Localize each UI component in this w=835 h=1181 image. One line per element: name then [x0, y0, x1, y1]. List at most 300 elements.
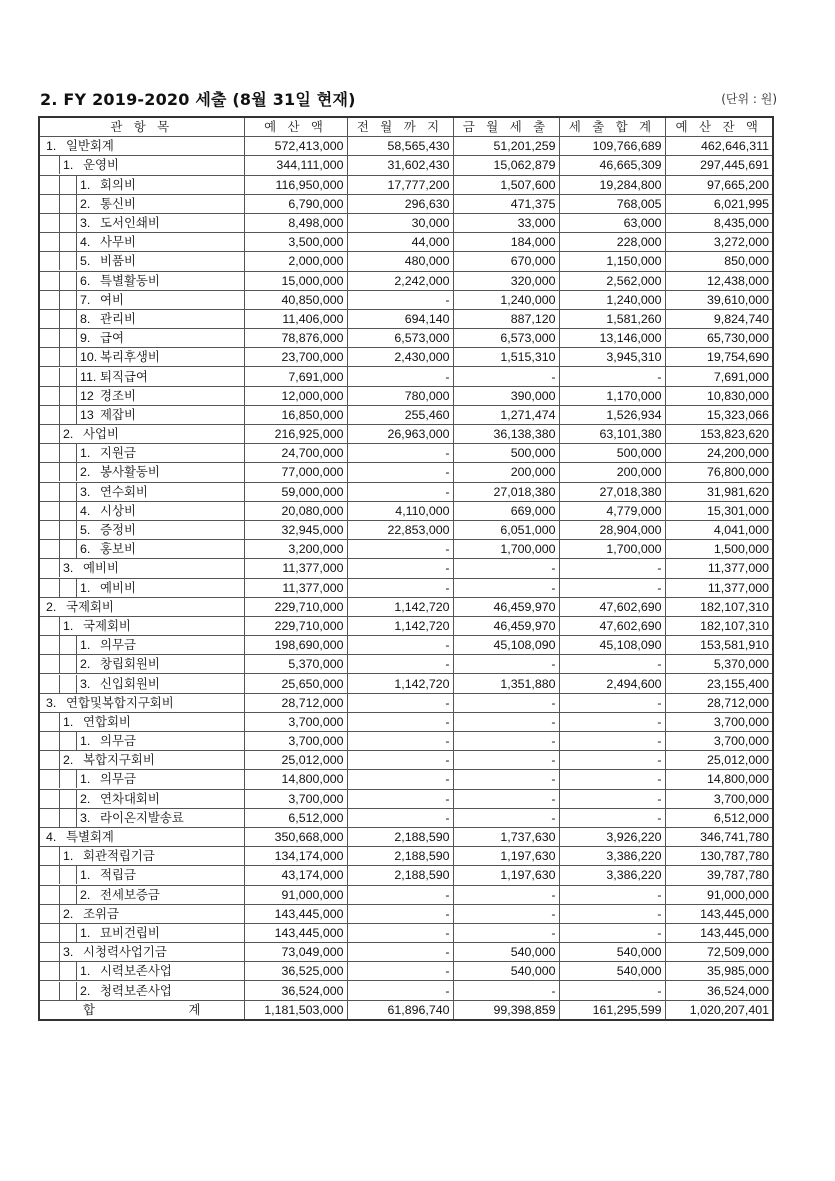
row-number: 1.	[80, 580, 91, 595]
balance-cell: 36,524,000	[665, 981, 773, 1000]
row-number: 3.	[80, 484, 91, 499]
balance-cell: 65,730,000	[665, 329, 773, 348]
table-row	[39, 943, 773, 962]
table-row	[39, 290, 773, 309]
budget-cell: 5,370,000	[244, 655, 347, 674]
row-number: 3.	[80, 810, 91, 825]
table-row	[39, 425, 773, 444]
current-month-cell: 1,197,630	[453, 847, 559, 866]
budget-cell: 3,700,000	[244, 789, 347, 808]
total-expenditure-cell: 500,000	[559, 444, 665, 463]
row-name: 청력보존사업	[100, 983, 172, 998]
table-row	[39, 405, 773, 424]
table-row	[39, 655, 773, 674]
current-month-cell: 1,700,000	[453, 540, 559, 559]
budget-cell: 229,710,000	[244, 616, 347, 635]
previous-month-cell: -	[347, 904, 453, 923]
table-row	[39, 981, 773, 1000]
current-month-cell: 540,000	[453, 962, 559, 981]
total-expenditure-cell: 47,602,690	[559, 616, 665, 635]
budget-cell: 25,650,000	[244, 674, 347, 693]
total-expenditure-cell: 63,101,380	[559, 425, 665, 444]
table-row	[39, 156, 773, 175]
total-expenditure-cell: 1,240,000	[559, 290, 665, 309]
budget-cell: 3,200,000	[244, 540, 347, 559]
budget-cell: 15,000,000	[244, 271, 347, 290]
row-label-cell	[39, 175, 244, 194]
balance-cell: 462,646,311	[665, 137, 773, 156]
balance-cell: 15,301,000	[665, 501, 773, 520]
balance-cell: 7,691,000	[665, 367, 773, 386]
table-row	[39, 367, 773, 386]
budget-cell: 6,512,000	[244, 808, 347, 827]
table-row	[39, 329, 773, 348]
previous-month-cell: -	[347, 962, 453, 981]
table-row	[39, 175, 773, 194]
row-label-cell	[39, 194, 244, 213]
previous-month-cell: -	[347, 751, 453, 770]
row-name: 국제회비	[66, 599, 114, 614]
total-expenditure-cell: -	[559, 367, 665, 386]
total-expenditure-cell: 63,000	[559, 213, 665, 232]
current-month-cell: -	[453, 578, 559, 597]
previous-month-cell: -	[347, 540, 453, 559]
previous-month-cell: 2,188,590	[347, 827, 453, 846]
table-row	[39, 309, 773, 328]
budget-cell: 12,000,000	[244, 386, 347, 405]
row-name: 특별회계	[66, 830, 114, 845]
current-month-cell: 320,000	[453, 271, 559, 290]
row-label-cell	[39, 540, 244, 559]
row-name: 지원금	[100, 446, 136, 461]
previous-month-cell: 31,602,430	[347, 156, 453, 175]
row-name: 신입회원비	[100, 676, 160, 691]
total-expenditure-cell: 768,005	[559, 194, 665, 213]
row-number: 1.	[63, 158, 74, 173]
previous-month-cell: 296,630	[347, 194, 453, 213]
previous-month-cell: -	[347, 578, 453, 597]
current-month-cell: 36,138,380	[453, 425, 559, 444]
total-expenditure-cell: 3,386,220	[559, 847, 665, 866]
row-label-cell	[39, 655, 244, 674]
row-label-cell	[39, 751, 244, 770]
budget-cell: 36,525,000	[244, 962, 347, 981]
row-number: 12	[80, 388, 94, 403]
previous-month-cell: -	[347, 636, 453, 655]
row-number: 5.	[80, 523, 91, 538]
balance-cell: 153,823,620	[665, 425, 773, 444]
budget-cell: 6,790,000	[244, 194, 347, 213]
balance-cell: 8,435,000	[665, 213, 773, 232]
row-label-cell	[39, 693, 244, 712]
row-number: 3.	[80, 676, 91, 691]
row-name: 회의비	[100, 177, 136, 192]
previous-month-cell: 2,242,000	[347, 271, 453, 290]
table-row	[39, 233, 773, 252]
row-label-cell	[39, 885, 244, 904]
budget-cell: 78,876,000	[244, 329, 347, 348]
budget-cell: 3,700,000	[244, 712, 347, 731]
row-label-cell	[39, 348, 244, 367]
current-month-cell: -	[453, 712, 559, 731]
previous-month-cell: -	[347, 732, 453, 751]
row-number: 2.	[80, 196, 91, 211]
row-name: 운영비	[83, 158, 119, 173]
previous-month-cell: -	[347, 943, 453, 962]
balance-cell: 9,824,740	[665, 309, 773, 328]
current-month-cell: 390,000	[453, 386, 559, 405]
total-expenditure-cell: 13,146,000	[559, 329, 665, 348]
row-label-cell	[39, 904, 244, 923]
balance-cell: 346,741,780	[665, 827, 773, 846]
row-name: 비품비	[100, 254, 136, 269]
row-number: 8.	[80, 311, 91, 326]
budget-cell: 3,500,000	[244, 233, 347, 252]
previous-month-cell: -	[347, 885, 453, 904]
row-label-cell	[39, 827, 244, 846]
budget-cell: 36,524,000	[244, 981, 347, 1000]
row-number: 6.	[80, 542, 91, 557]
row-label-cell	[39, 712, 244, 731]
row-label-cell	[39, 943, 244, 962]
total-expenditure-cell: 200,000	[559, 463, 665, 482]
row-name: 경조비	[100, 388, 136, 403]
budget-cell: 20,080,000	[244, 501, 347, 520]
budget-cell: 16,850,000	[244, 405, 347, 424]
row-label-cell	[39, 156, 244, 175]
row-number: 4.	[46, 830, 57, 845]
total-expenditure-cell: 109,766,689	[559, 137, 665, 156]
balance-cell: 297,445,691	[665, 156, 773, 175]
balance-cell: 10,830,000	[665, 386, 773, 405]
total-expenditure-cell: -	[559, 578, 665, 597]
current-month-cell: 6,573,000	[453, 329, 559, 348]
row-label-cell	[39, 808, 244, 827]
balance-cell: 130,787,780	[665, 847, 773, 866]
budget-cell: 77,000,000	[244, 463, 347, 482]
total-expenditure-cell: -	[559, 693, 665, 712]
row-label-cell	[39, 405, 244, 424]
table-row	[39, 751, 773, 770]
balance-cell: 35,985,000	[665, 962, 773, 981]
budget-cell: 572,413,000	[244, 137, 347, 156]
row-label-cell	[39, 923, 244, 942]
row-label-cell	[39, 137, 244, 156]
row-number: 3.	[46, 695, 57, 710]
previous-month-cell: 2,188,590	[347, 866, 453, 885]
row-number: 1.	[63, 618, 74, 633]
total-expenditure-cell: 228,000	[559, 233, 665, 252]
current-month-cell: 33,000	[453, 213, 559, 232]
row-label-cell	[39, 213, 244, 232]
previous-month-cell: -	[347, 444, 453, 463]
row-name: 연수회비	[100, 484, 148, 499]
current-month-cell: 46,459,970	[453, 597, 559, 616]
row-label-cell	[39, 309, 244, 328]
previous-month-cell: 17,777,200	[347, 175, 453, 194]
current-month-cell: -	[453, 904, 559, 923]
row-name: 여비	[100, 292, 124, 307]
header-previous-month: 전 월 까 지	[347, 117, 453, 137]
total-expenditure-cell: 19,284,800	[559, 175, 665, 194]
total-label-cell	[39, 1000, 244, 1020]
row-name: 조위금	[83, 906, 119, 921]
balance-cell: 11,377,000	[665, 559, 773, 578]
current-month-cell: 1,197,630	[453, 866, 559, 885]
current-month-cell: 6,051,000	[453, 520, 559, 539]
current-month-cell: 887,120	[453, 309, 559, 328]
row-label-cell	[39, 329, 244, 348]
balance-cell: 97,665,200	[665, 175, 773, 194]
table-row	[39, 732, 773, 751]
row-name: 전세보증금	[100, 887, 160, 902]
total-expenditure-cell: 161,295,599	[559, 1000, 665, 1020]
table-row	[39, 674, 773, 693]
row-number: 3.	[80, 216, 91, 231]
previous-month-cell: -	[347, 559, 453, 578]
row-label-cell	[39, 636, 244, 655]
table-row	[39, 616, 773, 635]
previous-month-cell: 4,110,000	[347, 501, 453, 520]
previous-month-cell: -	[347, 770, 453, 789]
budget-cell: 143,445,000	[244, 904, 347, 923]
current-month-cell: 27,018,380	[453, 482, 559, 501]
row-name: 시상비	[100, 503, 136, 518]
row-name: 묘비건립비	[100, 925, 160, 940]
row-name: 급여	[100, 331, 124, 346]
total-balance-cell: 1,020,207,401	[665, 1000, 773, 1020]
table-row	[39, 194, 773, 213]
current-month-cell: 1,240,000	[453, 290, 559, 309]
previous-month-cell: 44,000	[347, 233, 453, 252]
table-row	[39, 866, 773, 885]
page-title: 2. FY 2019-2020 세출 (8월 31일 현재)	[40, 90, 356, 109]
previous-month-cell: -	[347, 463, 453, 482]
table-row	[39, 348, 773, 367]
row-number: 1.	[80, 638, 91, 653]
budget-cell: 134,174,000	[244, 847, 347, 866]
previous-month-cell: -	[347, 712, 453, 731]
balance-cell: 143,445,000	[665, 904, 773, 923]
balance-cell: 91,000,000	[665, 885, 773, 904]
current-month-cell: 670,000	[453, 252, 559, 271]
row-label-cell	[39, 233, 244, 252]
row-number: 1.	[80, 964, 91, 979]
table-row	[39, 252, 773, 271]
table-row	[39, 693, 773, 712]
total-expenditure-cell: 45,108,090	[559, 636, 665, 655]
budget-cell: 11,377,000	[244, 578, 347, 597]
row-name: 국제회비	[83, 618, 131, 633]
row-label-cell	[39, 386, 244, 405]
row-name: 시청력사업기금	[83, 945, 167, 960]
total-current-month-cell: 99,398,859	[453, 1000, 559, 1020]
row-number: 1.	[63, 849, 74, 864]
total-previous-month-cell: 61,896,740	[347, 1000, 453, 1020]
current-month-cell: 1,737,630	[453, 827, 559, 846]
table-row	[39, 789, 773, 808]
total-expenditure-cell: -	[559, 655, 665, 674]
total-expenditure-cell: 3,945,310	[559, 348, 665, 367]
row-number: 6.	[80, 273, 91, 288]
current-month-cell: 1,271,474	[453, 405, 559, 424]
previous-month-cell: 480,000	[347, 252, 453, 271]
row-label-cell	[39, 290, 244, 309]
previous-month-cell: -	[347, 693, 453, 712]
previous-month-cell: 26,963,000	[347, 425, 453, 444]
balance-cell: 24,200,000	[665, 444, 773, 463]
previous-month-cell: -	[347, 290, 453, 309]
previous-month-cell: 694,140	[347, 309, 453, 328]
row-name: 의무금	[100, 638, 136, 653]
current-month-cell: 471,375	[453, 194, 559, 213]
balance-cell: 39,787,780	[665, 866, 773, 885]
row-number: 4.	[80, 235, 91, 250]
previous-month-cell: -	[347, 808, 453, 827]
table-row	[39, 597, 773, 616]
total-expenditure-cell: 3,386,220	[559, 866, 665, 885]
total-expenditure-cell: 2,562,000	[559, 271, 665, 290]
table-row	[39, 847, 773, 866]
row-label-cell	[39, 770, 244, 789]
balance-cell: 153,581,910	[665, 636, 773, 655]
row-number: 2.	[46, 599, 57, 614]
total-expenditure-cell: 3,926,220	[559, 827, 665, 846]
total-expenditure-cell: 1,526,934	[559, 405, 665, 424]
balance-cell: 25,012,000	[665, 751, 773, 770]
row-label-cell	[39, 444, 244, 463]
total-expenditure-cell: -	[559, 981, 665, 1000]
table-row	[39, 962, 773, 981]
previous-month-cell: -	[347, 789, 453, 808]
table-row	[39, 386, 773, 405]
table-row	[39, 559, 773, 578]
row-name: 증정비	[100, 523, 136, 538]
table-row	[39, 904, 773, 923]
current-month-cell: -	[453, 923, 559, 942]
budget-cell: 216,925,000	[244, 425, 347, 444]
current-month-cell: 45,108,090	[453, 636, 559, 655]
row-number: 4.	[80, 503, 91, 518]
previous-month-cell: -	[347, 923, 453, 942]
row-label-cell	[39, 732, 244, 751]
row-number: 1.	[80, 734, 91, 749]
balance-cell: 3,700,000	[665, 732, 773, 751]
total-expenditure-cell: -	[559, 751, 665, 770]
row-name: 연합회비	[83, 714, 131, 729]
total-expenditure-cell: -	[559, 885, 665, 904]
total-expenditure-cell: -	[559, 559, 665, 578]
budget-cell: 91,000,000	[244, 885, 347, 904]
balance-cell: 4,041,000	[665, 520, 773, 539]
previous-month-cell: 30,000	[347, 213, 453, 232]
budget-cell: 59,000,000	[244, 482, 347, 501]
row-number: 2.	[80, 983, 91, 998]
total-budget-cell: 1,181,503,000	[244, 1000, 347, 1020]
budget-cell: 7,691,000	[244, 367, 347, 386]
row-name: 퇴직급여	[100, 369, 148, 384]
balance-cell: 182,107,310	[665, 616, 773, 635]
balance-cell: 6,021,995	[665, 194, 773, 213]
balance-cell: 6,512,000	[665, 808, 773, 827]
current-month-cell: -	[453, 770, 559, 789]
total-expenditure-cell: -	[559, 789, 665, 808]
row-name: 창립회원비	[100, 657, 160, 672]
total-expenditure-cell: 540,000	[559, 962, 665, 981]
table-row	[39, 271, 773, 290]
budget-cell: 14,800,000	[244, 770, 347, 789]
current-month-cell: -	[453, 367, 559, 386]
row-name: 회관적립기금	[83, 849, 155, 864]
table-row	[39, 501, 773, 520]
current-month-cell: 15,062,879	[453, 156, 559, 175]
row-number: 1.	[46, 139, 57, 154]
balance-cell: 3,700,000	[665, 712, 773, 731]
balance-cell: 31,981,620	[665, 482, 773, 501]
budget-cell: 28,712,000	[244, 693, 347, 712]
balance-cell: 23,155,400	[665, 674, 773, 693]
header-budget: 예 산 액	[244, 117, 347, 137]
table-row	[39, 137, 773, 156]
budget-cell: 11,406,000	[244, 309, 347, 328]
table-row	[39, 520, 773, 539]
total-label: 합 계	[83, 1002, 201, 1017]
row-number: 10.	[80, 350, 98, 365]
row-label-cell	[39, 463, 244, 482]
total-row	[39, 1000, 773, 1020]
row-number: 9.	[80, 331, 91, 346]
row-number: 3.	[63, 561, 74, 576]
row-name: 의무금	[100, 772, 136, 787]
header-current-month: 금 월 세 출	[453, 117, 559, 137]
row-number: 1.	[80, 925, 91, 940]
balance-cell: 39,610,000	[665, 290, 773, 309]
table-row	[39, 482, 773, 501]
table-row	[39, 827, 773, 846]
previous-month-cell: -	[347, 482, 453, 501]
budget-cell: 229,710,000	[244, 597, 347, 616]
budget-cell: 3,700,000	[244, 732, 347, 751]
balance-cell: 1,500,000	[665, 540, 773, 559]
current-month-cell: -	[453, 808, 559, 827]
previous-month-cell: 58,565,430	[347, 137, 453, 156]
total-expenditure-cell: 1,150,000	[559, 252, 665, 271]
budget-cell: 198,690,000	[244, 636, 347, 655]
row-number: 11.	[80, 369, 97, 384]
balance-cell: 3,272,000	[665, 233, 773, 252]
total-expenditure-cell: 46,665,309	[559, 156, 665, 175]
row-name: 연합및복합지구회비	[66, 695, 174, 710]
row-number: 2.	[80, 465, 91, 480]
row-label-cell	[39, 962, 244, 981]
current-month-cell: -	[453, 981, 559, 1000]
total-expenditure-cell: 27,018,380	[559, 482, 665, 501]
budget-cell: 43,174,000	[244, 866, 347, 885]
current-month-cell: 540,000	[453, 943, 559, 962]
row-name: 적립금	[100, 868, 136, 883]
current-month-cell: -	[453, 789, 559, 808]
row-name: 사무비	[100, 235, 136, 250]
balance-cell: 850,000	[665, 252, 773, 271]
row-label-cell	[39, 482, 244, 501]
balance-cell: 28,712,000	[665, 693, 773, 712]
row-label-cell	[39, 847, 244, 866]
row-label-cell	[39, 501, 244, 520]
budget-cell: 24,700,000	[244, 444, 347, 463]
row-label-cell	[39, 520, 244, 539]
balance-cell: 15,323,066	[665, 405, 773, 424]
previous-month-cell: 6,573,000	[347, 329, 453, 348]
